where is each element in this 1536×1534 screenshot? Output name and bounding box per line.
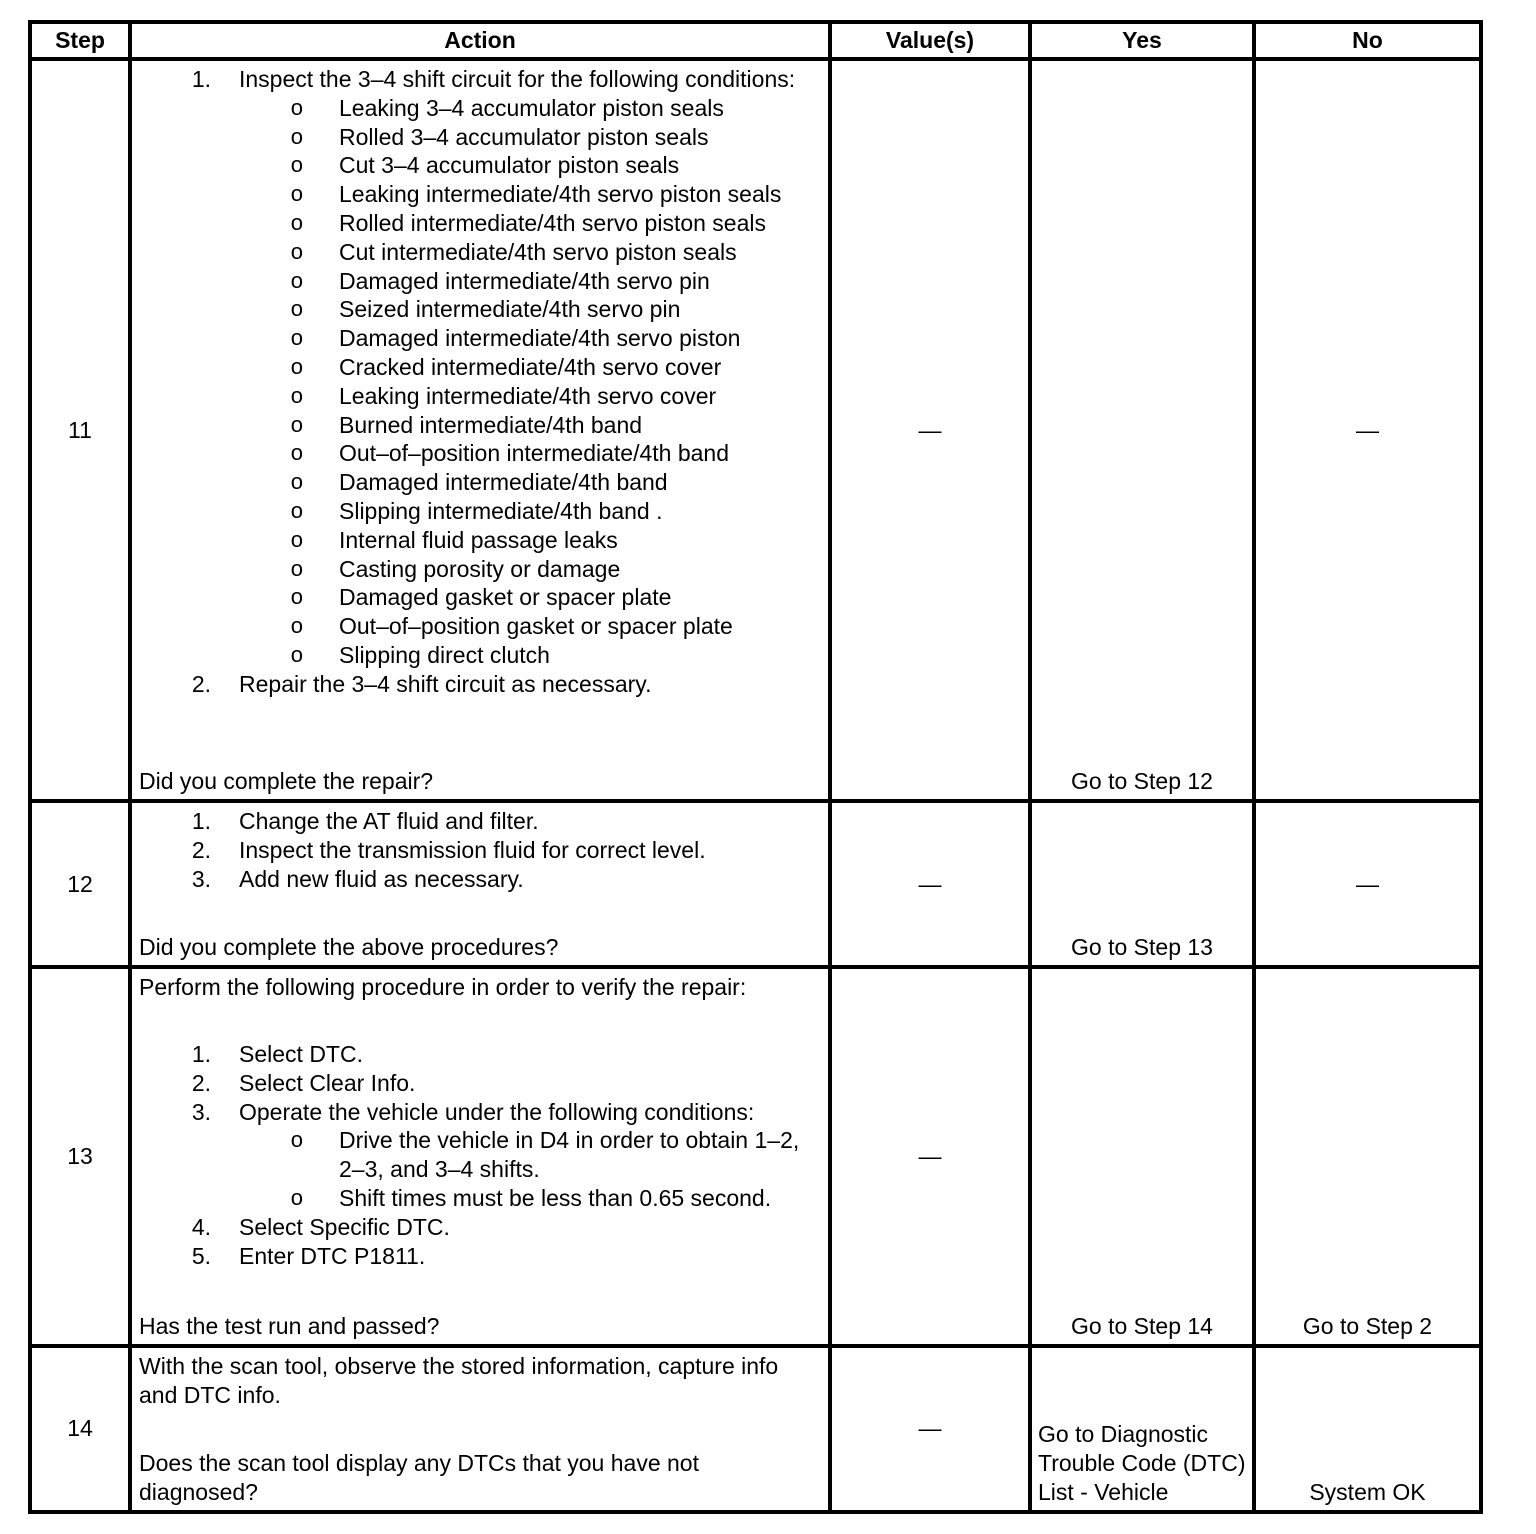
list-item: 4. Select Specific DTC. (191, 1213, 450, 1240)
sub-list-item: o Leaking intermediate/4th servo cover (290, 382, 717, 409)
list-item: 1. Inspect the 3–4 shift circuit for the following conditions: (191, 66, 796, 92)
list-item: 1. Change the AT fluid and filter. (191, 808, 539, 835)
dash: — (918, 870, 942, 897)
no-cell: System OK (1254, 1346, 1481, 1512)
sub-list-item: o Cracked intermediate/4th servo cover (290, 353, 722, 380)
list-item: 5. Enter DTC P1811. (191, 1242, 426, 1269)
diagnostic-table (28, 20, 1483, 1514)
values-cell (830, 1346, 1030, 1512)
values-cell (830, 59, 1030, 801)
header-step: Step (30, 22, 130, 59)
list-item: 2. Select Clear Info. (191, 1069, 416, 1096)
list-item: 3. Add new fluid as necessary. (191, 865, 524, 892)
question-text: Has the test run and passed? (139, 1312, 440, 1339)
sub-list-item: o Drive the vehicle in D4 in order to obtain 1–2, 2–3, and 3–4 shifts. (290, 1127, 800, 1183)
sub-list-item: o Damaged intermediate/4th band (290, 469, 668, 496)
sub-list-item: o Internal fluid passage leaks (290, 526, 618, 553)
dash: — (918, 1142, 942, 1169)
sub-list-item: o Slipping direct clutch (290, 641, 550, 668)
action-cell (130, 59, 830, 801)
action-cell (130, 801, 830, 967)
no-cell (1254, 59, 1481, 801)
step-number: 14 (30, 1346, 130, 1512)
header-yes: Yes (1030, 22, 1254, 59)
sub-list-item: o Casting porosity or damage (290, 555, 621, 582)
sub-list-item: o Cut 3–4 accumulator piston seals (290, 152, 680, 179)
header-action: Action (130, 22, 830, 59)
list-item: 1. Select DTC. (191, 1041, 363, 1068)
dash: — (1356, 870, 1379, 897)
sub-list-item: o Shift times must be less than 0.65 second. (290, 1185, 772, 1212)
no-cell (1254, 801, 1481, 967)
sub-list-item: o Damaged gasket or spacer plate (290, 584, 672, 611)
yes-cell: Go to Step 12 (1030, 59, 1254, 801)
sub-list-item: o Leaking intermediate/4th servo piston seals (290, 181, 782, 208)
question-text: Did you complete the above procedures? (139, 934, 559, 961)
dash: — (918, 416, 942, 443)
step-number: 12 (30, 801, 130, 967)
no-cell: Go to Step 2 (1254, 967, 1481, 1346)
step-number: 13 (30, 967, 130, 1346)
sub-list-item: o Out–of–position intermediate/4th band (290, 440, 729, 467)
table-row-step-14 (30, 1346, 1481, 1512)
intro-text: With the scan tool, observe the stored information, capture info and DTC info. (139, 1352, 779, 1408)
values-cell (830, 967, 1030, 1346)
yes-cell: Go to Diagnostic Trouble Code (DTC) List - Vehicle (1030, 1346, 1254, 1512)
header-values: Value(s) (830, 22, 1030, 59)
action-cell (130, 967, 830, 1346)
table-row-step-11 (30, 59, 1481, 801)
intro-text: Perform the following procedure in order to verify the repair: (139, 974, 747, 1001)
header-no: No (1254, 22, 1481, 59)
sub-list-item: o Rolled intermediate/4th servo piston seals (290, 209, 767, 236)
yes-cell: Go to Step 13 (1030, 801, 1254, 967)
table-row-step-13 (30, 967, 1481, 1346)
list-item: 2. Inspect the transmission fluid for correct level. (191, 836, 706, 863)
sub-list-item: o Burned intermediate/4th band (290, 411, 643, 438)
sub-list-item: o Slipping intermediate/4th band . (290, 497, 663, 524)
sub-list-item: o Damaged intermediate/4th servo piston (290, 325, 741, 352)
list-item: 2. Repair the 3–4 shift circuit as necessary. (191, 670, 652, 697)
header-row (30, 22, 1481, 59)
yes-cell: Go to Step 14 (1030, 967, 1254, 1346)
sub-list-item: o Leaking 3–4 accumulator piston seals (290, 94, 724, 121)
sub-list-item: o Cut intermediate/4th servo piston seals (290, 238, 737, 265)
list-item: 3. Operate the vehicle under the following conditions: (191, 1098, 755, 1125)
question-text: Does the scan tool display any DTCs that you have not diagnosed? (139, 1450, 699, 1506)
dash: — (1356, 416, 1379, 443)
dash: — (918, 1415, 942, 1442)
sub-list-item: o Damaged intermediate/4th servo pin (290, 267, 710, 294)
sub-list-item: o Out–of–position gasket or spacer plate (290, 613, 733, 640)
values-cell (830, 801, 1030, 967)
action-cell (130, 1346, 830, 1512)
question-text: Did you complete the repair? (139, 768, 434, 795)
sub-list-item: o Seized intermediate/4th servo pin (290, 296, 681, 323)
step-number: 11 (30, 59, 130, 801)
table-row-step-12 (30, 801, 1481, 967)
sub-list-item: o Rolled 3–4 accumulator piston seals (290, 123, 709, 150)
